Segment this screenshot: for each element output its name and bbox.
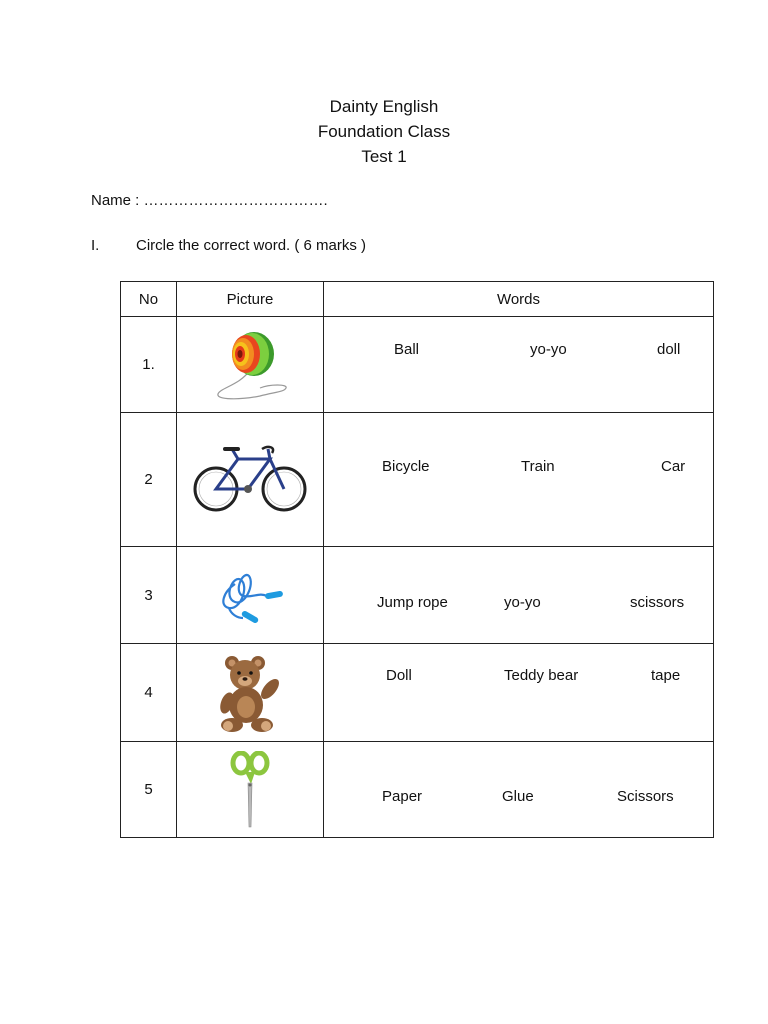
header-no: No: [121, 282, 177, 317]
picture-cell: [177, 742, 324, 838]
word-option[interactable]: Car: [661, 458, 686, 475]
jump-rope-picture: [215, 562, 285, 628]
words-cell: [324, 742, 714, 838]
section-number: I.: [91, 237, 100, 254]
picture-cell: [177, 413, 324, 547]
table-row: [121, 413, 714, 547]
instruction-text: Circle the correct word. ( 6 marks ): [136, 237, 367, 254]
words-cell: [324, 317, 714, 413]
word-option[interactable]: Doll: [386, 667, 412, 684]
word-option[interactable]: Teddy bear: [504, 667, 579, 684]
header-words: Words: [324, 282, 714, 317]
worksheet-header: [0, 94, 768, 169]
bicycle-picture: [192, 443, 308, 517]
word-option[interactable]: Glue: [502, 788, 534, 805]
word-option[interactable]: Scissors: [617, 788, 674, 805]
table-row: [121, 742, 714, 838]
word-option[interactable]: Jump rope: [377, 594, 448, 611]
header-picture: Picture: [177, 282, 324, 317]
row-number: 5: [121, 742, 177, 838]
table-row: [121, 317, 714, 413]
yo-yo-picture: [210, 330, 290, 400]
school-name: Dainty English: [329, 97, 439, 116]
word-option[interactable]: yo-yo: [504, 594, 541, 611]
name-line: Name : ……………………………….: [91, 192, 328, 209]
word-option[interactable]: Ball: [394, 341, 420, 358]
word-option[interactable]: tape: [651, 667, 681, 684]
table-header-row: [121, 282, 714, 317]
picture-cell: [177, 317, 324, 413]
class-name: Foundation Class: [317, 122, 451, 141]
word-option[interactable]: scissors: [630, 594, 685, 611]
words-cell: [324, 644, 714, 742]
word-option[interactable]: Train: [521, 458, 555, 475]
picture-cell: [177, 547, 324, 644]
picture-cell: [177, 644, 324, 742]
words-cell: [324, 413, 714, 547]
words-cell: [324, 547, 714, 644]
teddy-bear-picture: [214, 653, 286, 733]
word-option[interactable]: Bicycle: [382, 458, 430, 475]
word-option[interactable]: doll: [657, 341, 681, 358]
instruction: [91, 237, 366, 254]
row-number: 2: [121, 413, 177, 547]
row-number: 3: [121, 547, 177, 644]
word-option[interactable]: yo-yo: [530, 341, 567, 358]
row-number: 4: [121, 644, 177, 742]
row-number: 1.: [121, 317, 177, 413]
word-option[interactable]: Paper: [382, 788, 423, 805]
table-row: [121, 547, 714, 644]
test-title: Test 1: [361, 147, 407, 166]
scissors-picture: [230, 751, 270, 829]
table-row: [121, 644, 714, 742]
word-table: [120, 281, 714, 838]
